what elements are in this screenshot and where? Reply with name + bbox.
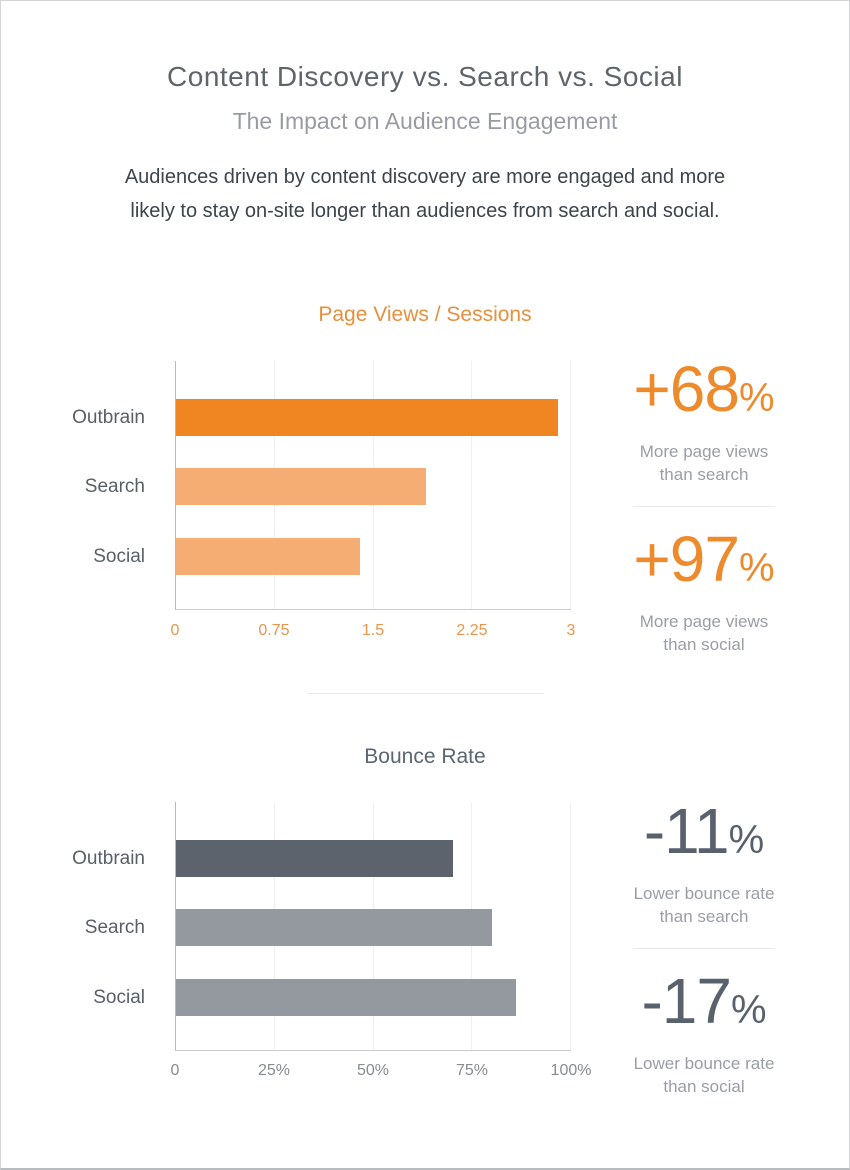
bar-row — [84, 468, 571, 505]
pageviews-chart — [72, 361, 571, 610]
tick-label: 0.75 — [258, 622, 290, 639]
stat-pageviews-vs-social — [619, 523, 789, 656]
stat-caption-line-1: More page views — [639, 612, 769, 631]
bar-row — [84, 909, 571, 946]
stat-bounce-vs-social — [619, 965, 789, 1098]
tick-label: 3 — [566, 622, 576, 639]
tick-label: 25% — [257, 1062, 291, 1079]
percent-sign: % — [728, 818, 765, 862]
bounce-stats — [619, 795, 789, 1098]
outbrain-bar — [176, 840, 453, 877]
stat-number-text: +68 — [633, 353, 739, 425]
percent-sign: % — [738, 546, 775, 590]
section-divider — [308, 693, 544, 694]
category-label-search: Search — [84, 917, 145, 938]
percent-sign: % — [730, 988, 767, 1032]
search-bar — [176, 909, 492, 946]
outbrain-bar — [176, 399, 558, 436]
bar-row — [72, 840, 571, 877]
tick-label: 0 — [170, 1062, 180, 1079]
stat-caption — [619, 882, 789, 928]
stat-number-text: +97 — [633, 523, 739, 595]
category-label-social: Social — [93, 987, 145, 1008]
stat-caption-line-2: than search — [659, 465, 749, 484]
stat-caption — [619, 1052, 789, 1098]
stat-caption-line-1: Lower bounce rate — [633, 1054, 775, 1073]
stat-value — [619, 353, 789, 430]
page-description — [1, 160, 849, 228]
pageviews-stats — [619, 353, 789, 656]
tick-label: 2.25 — [456, 622, 488, 639]
social-bar — [176, 979, 516, 1016]
social-bar — [176, 538, 360, 575]
stat-value — [619, 523, 789, 600]
stat-caption-line-2: than social — [663, 1077, 745, 1096]
stat-divider — [633, 506, 775, 507]
page-title: Content Discovery vs. Search vs. Social — [167, 61, 683, 92]
pageviews-axis-ticks — [170, 621, 576, 641]
category-label-search: Search — [84, 476, 145, 497]
stat-value — [619, 965, 789, 1042]
stat-number-text: -17 — [641, 965, 731, 1037]
category-label-outbrain: Outbrain — [72, 848, 145, 869]
page-description-line-2: likely to stay on-site longer than audiences from search and social. — [130, 200, 720, 222]
stat-caption-line-1: More page views — [639, 442, 769, 461]
bounce-chart — [72, 802, 571, 1051]
stat-divider — [633, 948, 775, 949]
category-label-outbrain: Outbrain — [72, 407, 145, 428]
bar-row — [93, 979, 571, 1016]
stat-number-text: -11 — [643, 795, 729, 867]
stat-caption — [619, 610, 789, 656]
bar-row — [72, 399, 571, 436]
bounce-axis-ticks — [170, 1061, 592, 1081]
category-label-social: Social — [93, 546, 145, 567]
page-description-line-1: Audiences driven by content discovery are more engaged and more — [124, 166, 726, 188]
stat-caption-line-2: than search — [659, 907, 749, 926]
stat-bounce-vs-search — [619, 795, 789, 928]
bounce-chart-title: Bounce Rate — [364, 745, 486, 768]
percent-sign: % — [738, 376, 775, 420]
stat-caption-line-2: than social — [663, 635, 745, 654]
stat-caption-line-1: Lower bounce rate — [633, 884, 775, 903]
pageviews-chart-title: Page Views / Sessions — [318, 303, 532, 326]
tick-label: 0 — [170, 622, 180, 639]
tick-label: 75% — [455, 1062, 489, 1079]
tick-label: 100% — [550, 1062, 592, 1079]
tick-label: 50% — [356, 1062, 390, 1079]
stat-caption — [619, 440, 789, 486]
page-subtitle: The Impact on Audience Engagement — [232, 108, 618, 134]
tick-label: 1.5 — [361, 622, 385, 639]
search-bar — [176, 468, 426, 505]
stat-pageviews-vs-search — [619, 353, 789, 486]
stat-value — [619, 795, 789, 872]
bar-row — [93, 538, 571, 575]
